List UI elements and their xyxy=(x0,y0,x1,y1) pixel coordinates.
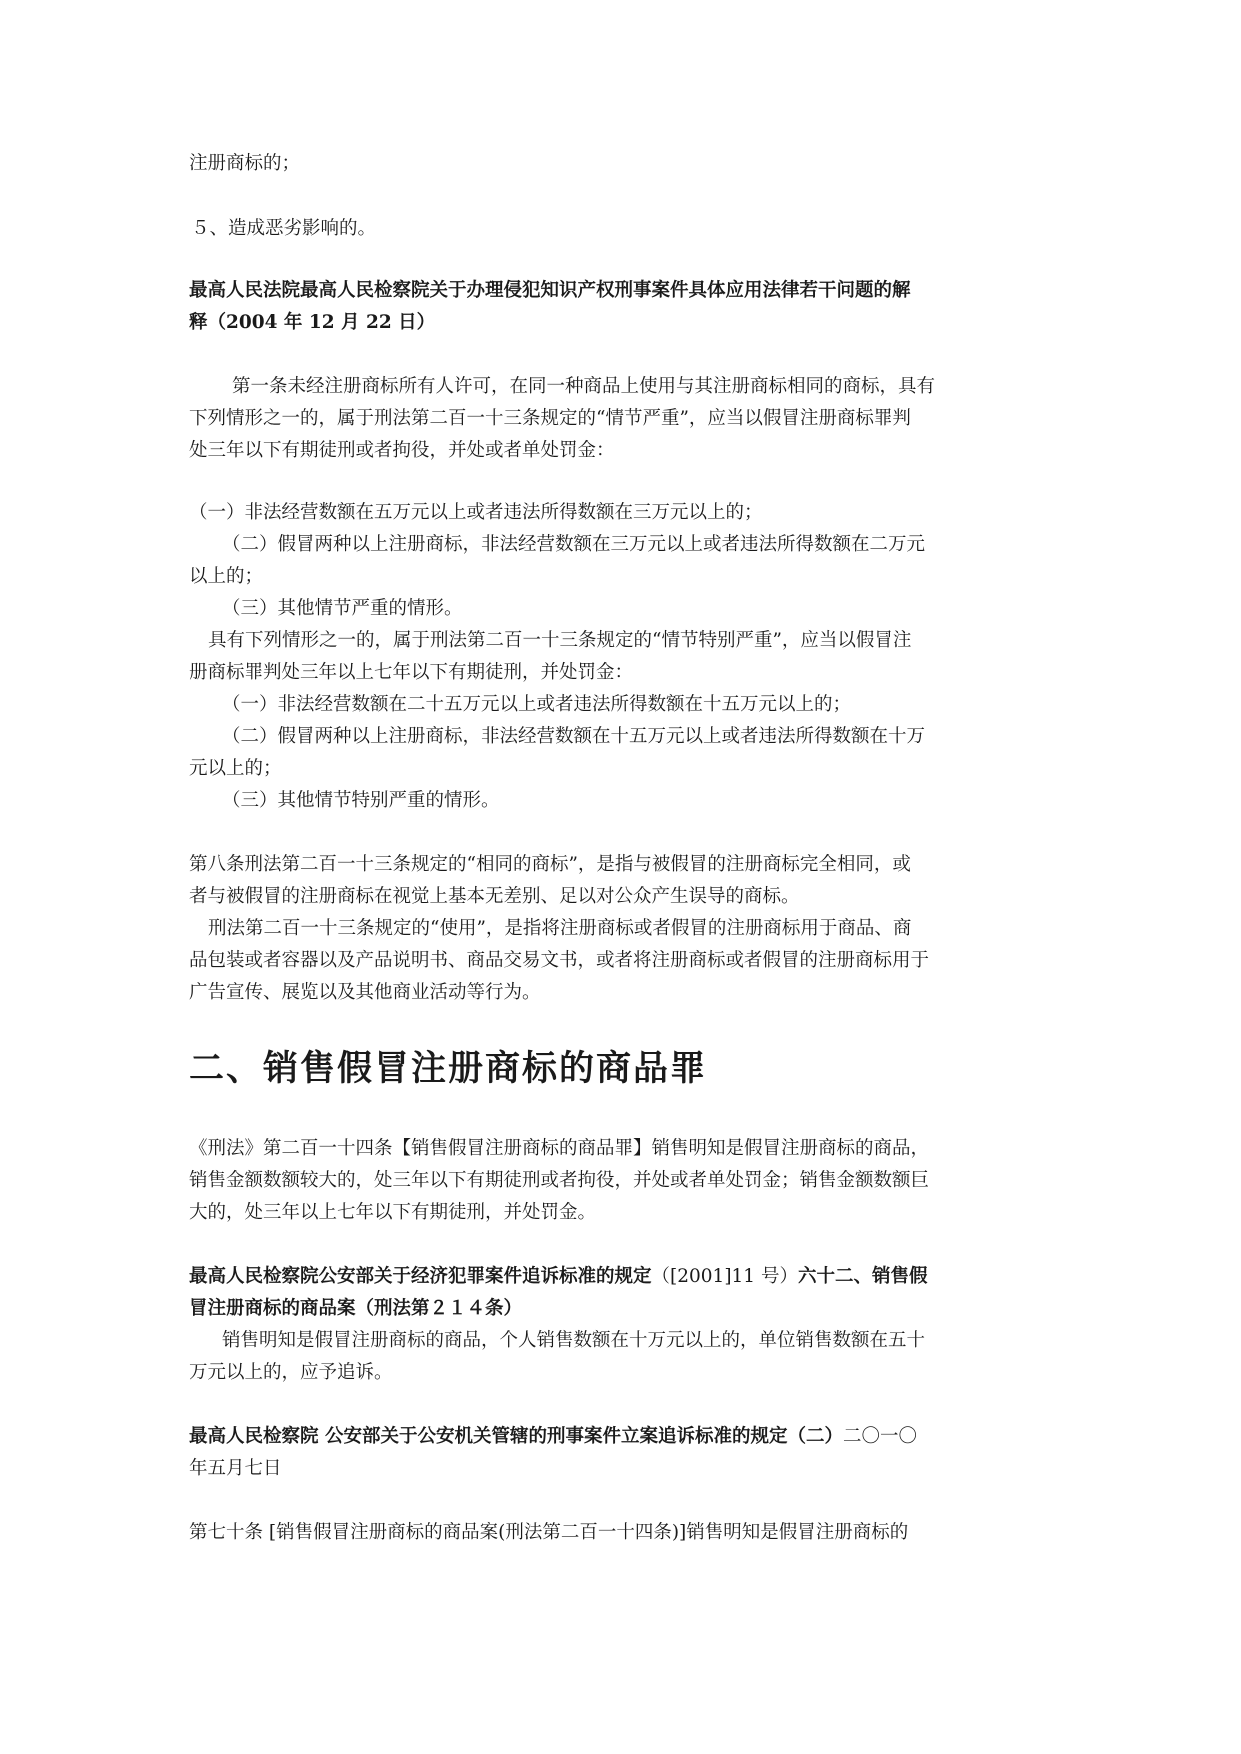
text-line: 下列情形之一的，属于刑法第二百一十三条规定的“情节严重”，应当以假冒注册商标罪判 xyxy=(189,408,911,429)
text-line: 元以上的； xyxy=(189,758,282,779)
document-heading: 冒注册商标的商品案（刑法第２１４条） xyxy=(189,1298,523,1319)
text-line: 者与被假冒的注册商标在视觉上基本无差别、足以对公众产生误导的商标。 xyxy=(189,886,800,907)
text-line: 销售明知是假冒注册商标的商品，个人销售数额在十万元以上的，单位销售数额在五十 xyxy=(222,1330,926,1351)
list-item: （二）假冒两种以上注册商标，非法经营数额在十五万元以上或者违法所得数额在十万 xyxy=(222,726,926,747)
document-heading xyxy=(189,1428,917,1447)
list-item: ５、造成恶劣影响的。 xyxy=(191,218,377,239)
text-line: 品包装或者容器以及产品说明书、商品交易文书，或者将注册商标或者假冒的注册商标用于 xyxy=(189,950,930,971)
text-line: 以上的； xyxy=(189,566,264,587)
document-number: （[2001]11 号） xyxy=(651,1266,798,1287)
text-line: 处三年以下有期徒刑或者拘役，并处或者单处罚金： xyxy=(189,440,615,461)
list-item: （一）非法经营数额在五万元以上或者违法所得数额在三万元以上的； xyxy=(189,502,763,523)
text-line: 具有下列情形之一的，属于刑法第二百一十三条规定的“情节特别严重”，应当以假冒注 xyxy=(208,630,912,651)
text-line: 广告宣传、展览以及其他商业活动等行为。 xyxy=(189,982,541,1003)
section-heading: 二、销售假冒注册商标的商品罪 xyxy=(189,1049,708,1089)
text-line: 第八条刑法第二百一十三条规定的“相同的商标”，是指与被假冒的注册商标完全相同，或 xyxy=(189,854,911,875)
list-item: （一）非法经营数额在二十五万元以上或者违法所得数额在十五万元以上的； xyxy=(222,694,852,715)
text-line: 第一条未经注册商标所有人许可，在同一种商品上使用与其注册商标相同的商标，具有 xyxy=(232,376,936,397)
text-line: 第七十条 [销售假冒注册商标的商品案(刑法第二百一十四条)]销售明知是假冒注册商标的 xyxy=(189,1522,909,1543)
text-line: 大的，处三年以上七年以下有期徒刑，并处罚金。 xyxy=(189,1202,597,1223)
heading-title: 最高人民检察院 公安部关于公安机关管辖的刑事案件立案追诉标准的规定（二） xyxy=(189,1426,843,1447)
list-item: （三）其他情节特别严重的情形。 xyxy=(222,790,500,811)
list-item: （三）其他情节严重的情形。 xyxy=(222,598,463,619)
text-line: 册商标罪判处三年以上七年以下有期徒刑，并处罚金： xyxy=(189,662,634,683)
document-heading: 最高人民法院最高人民检察院关于办理侵犯知识产权刑事案件具体应用法律若干问题的解 xyxy=(189,280,911,301)
heading-article: 六十二、销售假 xyxy=(797,1266,928,1287)
list-item: （二）假冒两种以上注册商标，非法经营数额在三万元以上或者违法所得数额在二万元 xyxy=(222,534,926,555)
heading-date: 二〇一〇 xyxy=(842,1426,917,1447)
text-line: 《刑法》第二百一十四条【销售假冒注册商标的商品罪】销售明知是假冒注册商标的商品， xyxy=(189,1138,930,1159)
document-heading xyxy=(189,1268,927,1287)
text-line: 刑法第二百一十三条规定的“使用”，是指将注册商标或者假冒的注册商标用于商品、商 xyxy=(208,918,912,939)
heading-title: 最高人民检察院公安部关于经济犯罪案件追诉标准的规定 xyxy=(189,1266,652,1287)
text-line: 销售金额数额较大的，处三年以下有期徒刑或者拘役，并处或者单处罚金；销售金额数额巨 xyxy=(189,1170,930,1191)
document-heading: 释（2004 年 12 月 22 日） xyxy=(189,312,436,333)
text-line: 万元以上的，应予追诉。 xyxy=(189,1362,393,1383)
text-line: 注册商标的； xyxy=(189,153,301,174)
heading-date: 年五月七日 xyxy=(189,1458,282,1479)
